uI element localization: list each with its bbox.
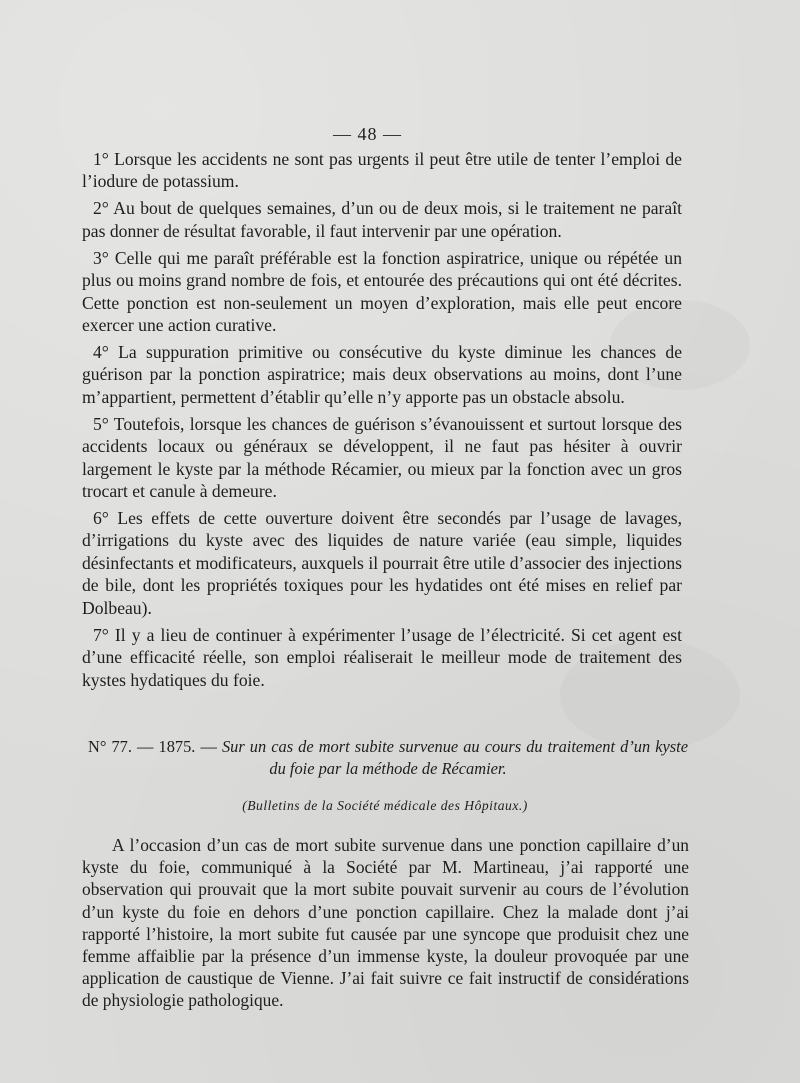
entry-title: Sur un cas de mort subite survenue au cours du traitement d’un kyste du foie par la méthode de Récamier. — [221, 737, 688, 778]
page-number: — 48 — — [333, 124, 402, 144]
source-citation: (Bulletins de la Société médicale des Hôpitaux.) — [242, 798, 528, 813]
paragraph-7: 7° Il y a lieu de continuer à expérimenter l’usage de l’électricité. Si cet agent est d’une efficacité réelle, son emploi réaliserait le meilleur mode de traitement des kystes hydatiques du foie. — [82, 624, 682, 690]
body-paragraph: A l’occasion d’un cas de mort subite survenue dans une ponction capillaire d’un kyste du foie, communiqué à la Société par M. Martineau, j’ai rapporté une observation qui prouvait que la mort subite pouvait survenir au cours de l’évolution d’un kyste du foie en dehors d’une ponction capillaire. Chez la malade dont j’ai rapporté l’histoire, la mort subite fut causée par une syncope que produisit chez une femme affaiblie par la présence d’un immense kyste, la douleur provoquée par une application de caustique de Vienne. J’ai fait suivre ce fait instructif de considérations de physiologie pathologique. — [82, 835, 689, 1011]
paragraph-4: 4° La suppuration primitive ou consécutive du kyste diminue les chances de guérison par la ponction aspiratrice; mais deux observations au moins, dont l’une m’appartient, permettent d’établir qu’elle n’y apporte pas un obstacle absolu. — [82, 342, 682, 407]
entry-heading — [88, 736, 688, 780]
recommendations-section — [82, 148, 682, 696]
entry-body — [82, 834, 689, 1012]
paragraph-3: 3° Celle qui me paraît préférable est la fonction aspiratrice, unique ou répétée un plus ou moins grand nombre de fois, et entourée des précautions qui ont été décrites. Cette ponction est non-seulement un moyen d’exploration, mais elle peut encore exercer une action curative. — [82, 247, 682, 336]
paragraph-2: 2° Au bout de quelques semaines, d’un ou de deux mois, si le traitement ne paraît pas donner de résultat favorable, il faut intervenir par une opération. — [82, 198, 682, 241]
entry-number: N° 77. — 1875. — — [88, 737, 217, 756]
paragraph-5: 5° Toutefois, lorsque les chances de guérison s’évanouissent et surtout lorsque des accidents locaux ou généraux se développent, il ne faut pas hésiter à ouvrir largement le kyste par la méthode Récamier, ou mieux par la fonction avec un gros trocart et canule à demeure. — [82, 413, 682, 502]
paragraph-1: 1° Lorsque les accidents ne sont pas urgents il peut être utile de tenter l’emploi de l’iodure de potassium. — [82, 149, 682, 192]
entry-heading-line — [88, 736, 688, 780]
paragraph-6: 6° Les effets de cette ouverture doivent être secondés par l’usage de lavages, d’irrigations du kyste avec des liquides de nature variée (eau simple, liquides désinfectants et modificateurs, auxquels il pourrait être utile d’associer des injections de bile, dont les propriétés toxiques pour les hydatides ont été mises en relief par Dolbeau). — [82, 508, 682, 618]
